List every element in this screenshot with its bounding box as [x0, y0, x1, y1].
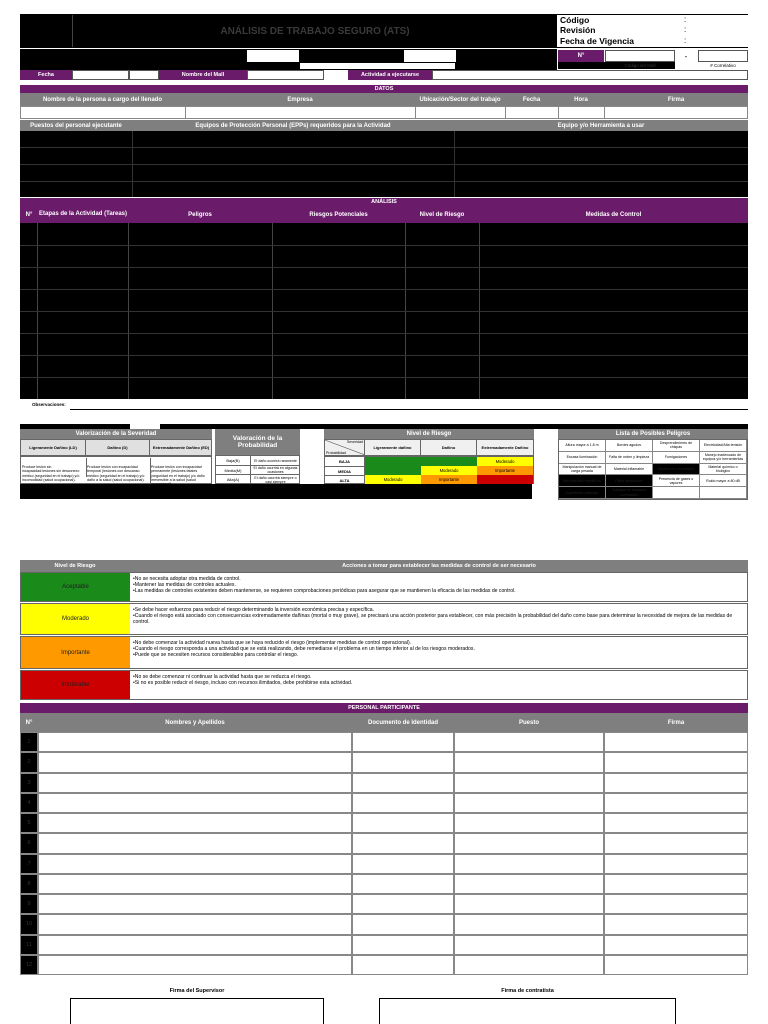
personal-row[interactable] — [20, 935, 748, 955]
col-header: Puestos del personal ejecutante — [30, 122, 122, 129]
col-header: Documento de Identidad — [367, 719, 438, 726]
personal-cell[interactable] — [352, 874, 454, 894]
row-number: 7 — [20, 854, 38, 874]
personal-cell[interactable] — [352, 833, 454, 853]
probabilidad-body — [215, 455, 300, 484]
peligros-title: Lista de Posibles Peligros — [558, 429, 748, 439]
risk-cell: Moderado — [421, 466, 477, 475]
personal-row[interactable] — [20, 874, 748, 894]
datos-header-2 — [20, 120, 748, 131]
nivel-riesgo-badge: Aceptable — [21, 573, 130, 601]
peligro-item: Material inflamable — [606, 464, 653, 476]
risk-cell: Moderado — [365, 475, 421, 484]
peligro-item: Fumigaciones — [653, 452, 700, 464]
peligro-item: Presencia de gases o vapores — [653, 475, 700, 487]
diag-cell — [325, 440, 365, 455]
datos-header — [20, 93, 748, 106]
personal-cell[interactable] — [38, 793, 352, 813]
personal-cell[interactable] — [38, 773, 352, 793]
severidad-desc: Produce lesión sin incapacidad:lesiones sin desconexo médico (seguridad en el trabajo) y/o incomodidad (salud ocupacional). — [22, 465, 80, 482]
risk-cell — [365, 457, 421, 466]
document-header — [20, 14, 748, 48]
accion-text: •Se debe hacer esfuerzos para reducir el riesgo determinando la inversión económica precisa y específica. •Cuando el riesgo está asociado con consecuencias extremadamente dañinas (mortal o muy grave), se precisará una acción posterior para establecer, con más precisión la probabilidad del daño como base para determinar la necesidad de mejora de las medidas de control. — [133, 607, 733, 626]
personal-header — [20, 713, 748, 732]
col-header: Equipo y/o Herramienta a usar — [557, 122, 645, 129]
personal-cell[interactable] — [38, 935, 352, 955]
numero-label: N° — [558, 50, 604, 62]
col-header: Firma — [667, 719, 685, 726]
personal-cell[interactable] — [352, 773, 454, 793]
peligro-item: Trabajos en espacios confinados — [606, 487, 653, 499]
col-header: Dañino — [421, 440, 477, 455]
colon: : — [684, 15, 687, 24]
severidad-axis-label: Severidad — [346, 440, 363, 444]
nivel-riesgo-badge: Moderado — [21, 604, 130, 634]
personal-cell[interactable] — [38, 914, 352, 934]
personal-cell[interactable] — [352, 793, 454, 813]
personal-cell[interactable] — [454, 894, 604, 914]
row-divider — [20, 377, 748, 378]
row-divider — [20, 289, 748, 290]
personal-cell[interactable] — [604, 935, 748, 955]
personal-cell[interactable] — [352, 854, 454, 874]
personal-cell[interactable] — [38, 833, 352, 853]
blank-box — [247, 50, 299, 62]
personal-cell[interactable] — [38, 732, 352, 752]
personal-cell[interactable] — [604, 732, 748, 752]
row-number: 3 — [20, 773, 38, 793]
blank-box — [404, 50, 456, 62]
nivel-title: Nivel de Riesgo — [324, 429, 534, 439]
personal-row[interactable] — [20, 894, 748, 914]
codigo-label: Código — [560, 15, 590, 25]
personal-row[interactable] — [20, 955, 748, 975]
col-header: Ubicación/Sector del trabajo — [419, 96, 501, 103]
row-number: 2 — [20, 752, 38, 772]
personal-title: PERSONAL PARTICIPANTE — [20, 703, 748, 713]
fecha-label: Fecha — [20, 70, 72, 80]
analisis-body[interactable] — [20, 223, 748, 399]
datos-row[interactable] — [20, 106, 748, 119]
col-header: Nombres y Apellidos — [165, 719, 225, 726]
observaciones-line — [70, 409, 748, 410]
personal-cell[interactable] — [454, 732, 604, 752]
personal-body — [20, 732, 748, 975]
analisis-header — [20, 206, 748, 223]
severidad-desc: Produce lesión con incapacidad permanente (lesiones fatales (seguridad en el trabajo) y/o daño irreversible a la salud (salud — [150, 458, 212, 484]
personal-cell[interactable] — [604, 914, 748, 934]
colon: : — [684, 36, 687, 45]
personal-cell[interactable] — [352, 732, 454, 752]
personal-cell[interactable] — [604, 833, 748, 853]
correlativo-caption: # Correlativo — [710, 63, 736, 68]
personal-row[interactable] — [20, 773, 748, 793]
personal-cell[interactable] — [454, 854, 604, 874]
row-divider — [20, 311, 748, 312]
personal-cell[interactable] — [604, 894, 748, 914]
peligro-item — [700, 487, 747, 499]
personal-cell[interactable] — [454, 813, 604, 833]
row-number: 5 — [20, 813, 38, 833]
personal-cell[interactable] — [454, 833, 604, 853]
accion-row — [20, 603, 748, 635]
col-header: Puesto — [518, 719, 539, 726]
row-number: 9 — [20, 894, 38, 914]
accion-text: •No se necesita adoptar otra medida de control. •Mantener las medidas de controles actuales. •Las medidas de controles existentes deben mantenerse, se requieren comprobaciones periódicas para asegurar que se mantienen la eficacia de las medidas de control. — [133, 576, 516, 595]
col-header: Riesgos Potenciales — [309, 211, 368, 218]
nivel-header — [324, 439, 534, 456]
analisis-title: ANÁLISIS — [20, 198, 748, 206]
personal-cell[interactable] — [454, 955, 604, 975]
personal-row[interactable] — [20, 833, 748, 853]
personal-cell[interactable] — [604, 854, 748, 874]
col-header: Fecha — [522, 96, 541, 103]
revision-label: Revisión — [560, 25, 596, 35]
personal-cell[interactable] — [352, 894, 454, 914]
col-header: N° — [25, 211, 33, 218]
row-divider — [20, 333, 748, 334]
col-header: Etapas de la Actividad (Tareas) — [38, 211, 128, 218]
risk-cell: Importante — [421, 475, 477, 484]
accion-text: •No se debe comenzar ni continuar la actividad hasta que se reduzca el riesgo. •Si no es posible reducir el riesgo, incluso con recursos ilimitados, debe prohibirse esta actividad. — [133, 674, 353, 687]
risk-cell: Moderado — [477, 457, 533, 466]
acciones-header — [20, 560, 748, 572]
peligro-item: Pisos resbalosos — [606, 475, 653, 487]
observaciones-label: Observaciones: — [32, 402, 66, 407]
mall-input[interactable] — [247, 70, 324, 80]
accion-row — [20, 636, 748, 669]
risk-cell — [365, 466, 421, 475]
col-header: Nombre de la persona a cargo del llenado — [42, 96, 163, 103]
peligro-item: Material químico o biológico — [700, 464, 747, 476]
col-header: Nivel de Riesgo — [54, 563, 96, 569]
firma-supervisor-label: Firma del Supervisor — [169, 988, 225, 994]
dash: - — [684, 51, 688, 61]
prob-value: El daño ocurrirá en algunas ocasiones — [250, 465, 300, 474]
prob-key: Media(M) — [216, 465, 250, 474]
document-title: ANÁLISIS DE TRABAJO SEGURO (ATS) — [73, 15, 557, 47]
peligro-item: Manipulación manual de carga pesada — [559, 464, 606, 476]
fecha-input[interactable] — [72, 70, 129, 80]
peligro-item: Falta de orden y limpieza — [606, 452, 653, 464]
prob-value: El daño ocurrirá raramente — [250, 456, 300, 465]
personal-cell[interactable] — [454, 752, 604, 772]
peligro-item: Manejo inadecuado de equipos y/o herramientas — [700, 452, 747, 464]
accion-row — [20, 572, 748, 602]
risk-cell: Importante — [477, 466, 533, 475]
col-header: N° — [25, 719, 33, 726]
correlativo-field[interactable] — [698, 50, 748, 62]
probabilidad-title: Valoración de la Probabilidad — [215, 429, 300, 455]
severidad-body — [20, 456, 212, 484]
row-number: 8 — [20, 874, 38, 894]
mall-label: Nombre del Mall — [159, 70, 247, 80]
severidad-title: Valorización de la Severidad — [20, 429, 212, 439]
peligro-item: Altura mayor a 1.8 m — [559, 440, 606, 452]
col-header: Ligeramente Dañino (LD) — [29, 445, 77, 450]
prob-level: ALTA — [325, 475, 365, 484]
col-header: Hora — [574, 96, 588, 103]
personal-cell[interactable] — [38, 813, 352, 833]
personal-cell[interactable] — [604, 874, 748, 894]
prob-key: Alta(A) — [216, 474, 250, 484]
personal-cell[interactable] — [604, 773, 748, 793]
personal-cell[interactable] — [604, 752, 748, 772]
personal-cell[interactable] — [38, 752, 352, 772]
personal-cell[interactable] — [454, 773, 604, 793]
prob-value: El daño ocurrirá siempre o casi siempre — [250, 474, 300, 484]
personal-cell[interactable] — [352, 914, 454, 934]
accion-text: •No debe comenzar la actividad nueva hasta que se haya reducido el riesgo (implementar medidas de control operacional). •Cuando el riesgo corresponda a una actividad que se está realizando, debe remediarse el problema en un tiempo inferior al de los riesgos moderados. •Puede que se necesiten recursos considerables para controlar el riesgo. — [133, 640, 475, 659]
peligro-item: Bordes agudos — [606, 440, 653, 452]
blank-box — [300, 63, 455, 69]
severidad-desc: Produce lesión con incapacidad temporal (lesiones con descanso médico (seguridad en el trabajo) y/o daño a la salud (salud ocupacional). — [86, 458, 148, 477]
nivel-riesgo-badge: Intolerable — [21, 671, 130, 699]
peligro-item: Objetos en movimiento — [653, 464, 700, 476]
personal-cell[interactable] — [454, 935, 604, 955]
personal-row[interactable] — [20, 752, 748, 772]
row-divider — [20, 267, 748, 268]
personal-cell[interactable] — [352, 752, 454, 772]
personal-cell[interactable] — [604, 955, 748, 975]
accion-row — [20, 670, 748, 700]
peligro-item: Escasa iluminación — [559, 452, 606, 464]
company-logo — [21, 15, 73, 47]
personal-cell[interactable] — [38, 854, 352, 874]
peligro-item: Superficies calientes — [559, 487, 606, 499]
nivel-riesgo-badge: Importante — [21, 637, 130, 668]
row-number: 1 — [20, 732, 38, 752]
peligro-item: Movimientos repetitivos — [559, 475, 606, 487]
row-number: 4 — [20, 793, 38, 813]
personal-row[interactable] — [20, 854, 748, 874]
personal-cell[interactable] — [38, 894, 352, 914]
codigo-mall-caption: Código del Mall — [624, 63, 656, 68]
risk-cell — [477, 475, 533, 484]
firma-supervisor-box[interactable] — [70, 998, 324, 1024]
datos-title: DATOS — [20, 85, 748, 93]
col-header: Firma — [667, 96, 685, 103]
personal-cell[interactable] — [604, 813, 748, 833]
col-header: Empresa — [287, 96, 313, 103]
row-number: 11 — [20, 935, 38, 955]
firma-contratista-label: Firma de contratista — [501, 988, 554, 994]
col-header: Medidas de Control — [585, 211, 642, 218]
personal-cell[interactable] — [38, 874, 352, 894]
col-header: Acciones a tomar para establecer las medidas de control de ser necesario — [342, 563, 536, 569]
row-number: 6 — [20, 833, 38, 853]
severidad-header — [20, 439, 212, 456]
personal-cell[interactable] — [454, 914, 604, 934]
col-header: Nivel de Riesgo — [419, 211, 465, 218]
personal-row[interactable] — [20, 793, 748, 813]
actividad-label: Actividad a ejecutarse — [348, 70, 432, 80]
fecha-input-2[interactable] — [129, 70, 159, 80]
risk-cell — [421, 457, 477, 466]
row-number: 10 — [20, 914, 38, 934]
col-header: Ligeramente dañino — [365, 440, 421, 455]
nivel-body — [324, 456, 534, 484]
personal-cell[interactable] — [352, 955, 454, 975]
peligro-item: Desprendimiento de chispas — [653, 440, 700, 452]
datos-body[interactable] — [20, 131, 748, 197]
prob-level: MEDIA — [325, 466, 365, 475]
peligro-item — [653, 487, 700, 499]
prob-key: Baja(B) — [226, 458, 240, 463]
bottom-black-bar — [20, 484, 532, 499]
row-divider — [20, 355, 748, 356]
probabilidad-axis-label: Probabilidad — [326, 451, 346, 455]
colon: : — [684, 25, 687, 34]
col-header: Equipos de Protección Personal (EPPs) requeridos para la Actividad — [195, 122, 391, 129]
peligro-item: Ruido mayor a 80 dB — [700, 475, 747, 487]
personal-row[interactable] — [20, 813, 748, 833]
personal-row[interactable] — [20, 914, 748, 934]
personal-cell[interactable] — [604, 793, 748, 813]
col-header: Extremadamente Dañino (ED) — [149, 440, 212, 455]
prob-level: BAJA — [325, 457, 365, 466]
personal-cell[interactable] — [352, 935, 454, 955]
personal-cell[interactable] — [454, 874, 604, 894]
col-header: Dañino (D) — [85, 440, 149, 455]
codigo-mall-field[interactable] — [605, 50, 675, 62]
firma-contratista-box[interactable] — [379, 998, 676, 1024]
document-meta — [558, 15, 748, 47]
personal-cell[interactable] — [352, 813, 454, 833]
personal-cell[interactable] — [38, 955, 352, 975]
row-number: 12 — [20, 955, 38, 975]
actividad-input[interactable] — [432, 70, 748, 80]
peligro-item: Electricidad/Alta tensión — [700, 440, 747, 452]
vigencia-label: Fecha de Vigencia — [560, 36, 635, 46]
personal-row[interactable] — [20, 732, 748, 752]
col-header: Extremadamente Dañino — [481, 445, 529, 450]
acciones-body — [20, 572, 748, 697]
personal-cell[interactable] — [454, 793, 604, 813]
peligros-grid — [558, 439, 748, 500]
col-header: Peligros — [188, 211, 212, 218]
row-divider — [20, 245, 748, 246]
